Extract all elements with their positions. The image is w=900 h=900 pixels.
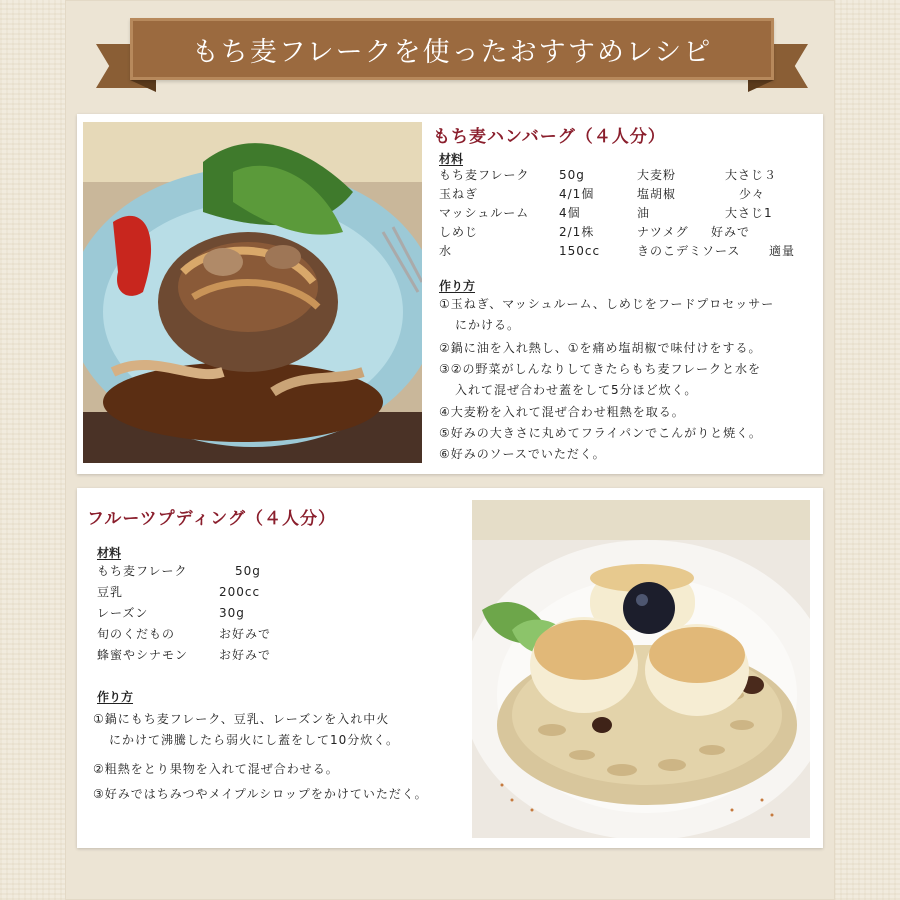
ingredients-label: 材料	[439, 152, 464, 166]
ingredient-amount: 200cc	[219, 585, 261, 599]
ingredient-name: 水	[439, 244, 453, 258]
pudding-photo	[472, 500, 810, 838]
ingredient-name: きのこデミソース	[637, 244, 741, 258]
method-label: 作り方	[97, 690, 134, 704]
ingredient-name: レーズン	[97, 606, 149, 620]
ingredient-amount: お好みで	[219, 648, 272, 662]
ingredient-name: マッシュルーム	[439, 206, 530, 220]
ingredient-name: 豆乳	[97, 585, 124, 599]
ingredient-amount: 適量	[769, 244, 796, 258]
ingredient-name: 大麦粉	[637, 168, 677, 182]
hamburg-photo	[83, 122, 422, 463]
method-step: ⑥好みのソースでいただく。	[439, 447, 606, 461]
ingredient-name: 蜂蜜やシナモン	[97, 648, 189, 662]
ingredient-amount: 150cc	[559, 244, 601, 258]
ingredient-name: もち麦フレーク	[439, 168, 530, 182]
method-step: ③好みではちみつやメイプルシロップをかけていただく。	[93, 787, 428, 801]
ingredients-label: 材料	[97, 546, 122, 560]
ingredient-amount: 4/1個	[559, 187, 595, 201]
method-step: ①鍋にもち麦フレーク、豆乳、レーズンを入れ中火 にかけて沸騰したら弱火にし蓋をして10分炊く。	[93, 712, 400, 747]
method-step: ①玉ねぎ、マッシュルーム、しめじをフードプロセッサー にかける。	[439, 297, 775, 332]
page-title: もち麦フレークを使ったおすすめレシピ	[191, 36, 713, 68]
ingredient-name: しめじ	[439, 225, 479, 239]
method-label: 作り方	[439, 279, 476, 293]
ingredient-amount: 50g	[559, 168, 585, 182]
ingredient-name: 油	[637, 206, 651, 220]
ingredient-name: 玉ねぎ	[439, 187, 479, 201]
method-step: ④大麦粉を入れて混ぜ合わせ粗熱を取る。	[439, 405, 685, 419]
ingredient-amount: 4個	[559, 206, 581, 220]
ingredient-amount: 大さじ1	[725, 206, 773, 220]
method-step: ②鍋に油を入れ熱し、①を痛め塩胡椒で味付けをする。	[439, 341, 762, 355]
ingredient-name: 旬のくだもの	[97, 627, 176, 641]
ingredient-name: 塩胡椒	[637, 187, 677, 201]
ingredient-name: ナツメグ	[637, 225, 689, 239]
ingredient-amount: 30g	[219, 606, 245, 620]
ingredient-amount: 大さじ３	[725, 168, 778, 182]
ingredient-amount: お好みで	[219, 627, 272, 641]
method-step: ②粗熱をとり果物を入れて混ぜ合わせる。	[93, 762, 339, 776]
ingredient-name: もち麦フレーク	[97, 564, 188, 578]
ingredient-amount: 少々	[739, 187, 766, 201]
title-banner	[96, 18, 808, 96]
method-step: ⑤好みの大きさに丸めてフライパンでこんがりと焼く。	[439, 426, 762, 440]
ingredient-amount: 50g	[235, 564, 261, 578]
ingredient-amount: 2/1株	[559, 225, 595, 239]
method-step: ③②の野菜がしんなりしてきたらもち麦フレークと水を 入れて混ぜ合わせ蓋をして5分ほど炊く。	[439, 362, 762, 397]
ingredient-amount: 好みで	[711, 225, 751, 239]
recipe-card-hamburg	[77, 114, 823, 474]
recipe-card-pudding	[77, 488, 823, 848]
ribbon-body	[130, 18, 774, 80]
recipe-title-pudding: フルーツプディング（４人分）	[87, 509, 336, 529]
recipe-title-hamburg: もち麦ハンバーグ（４人分）	[433, 127, 666, 147]
